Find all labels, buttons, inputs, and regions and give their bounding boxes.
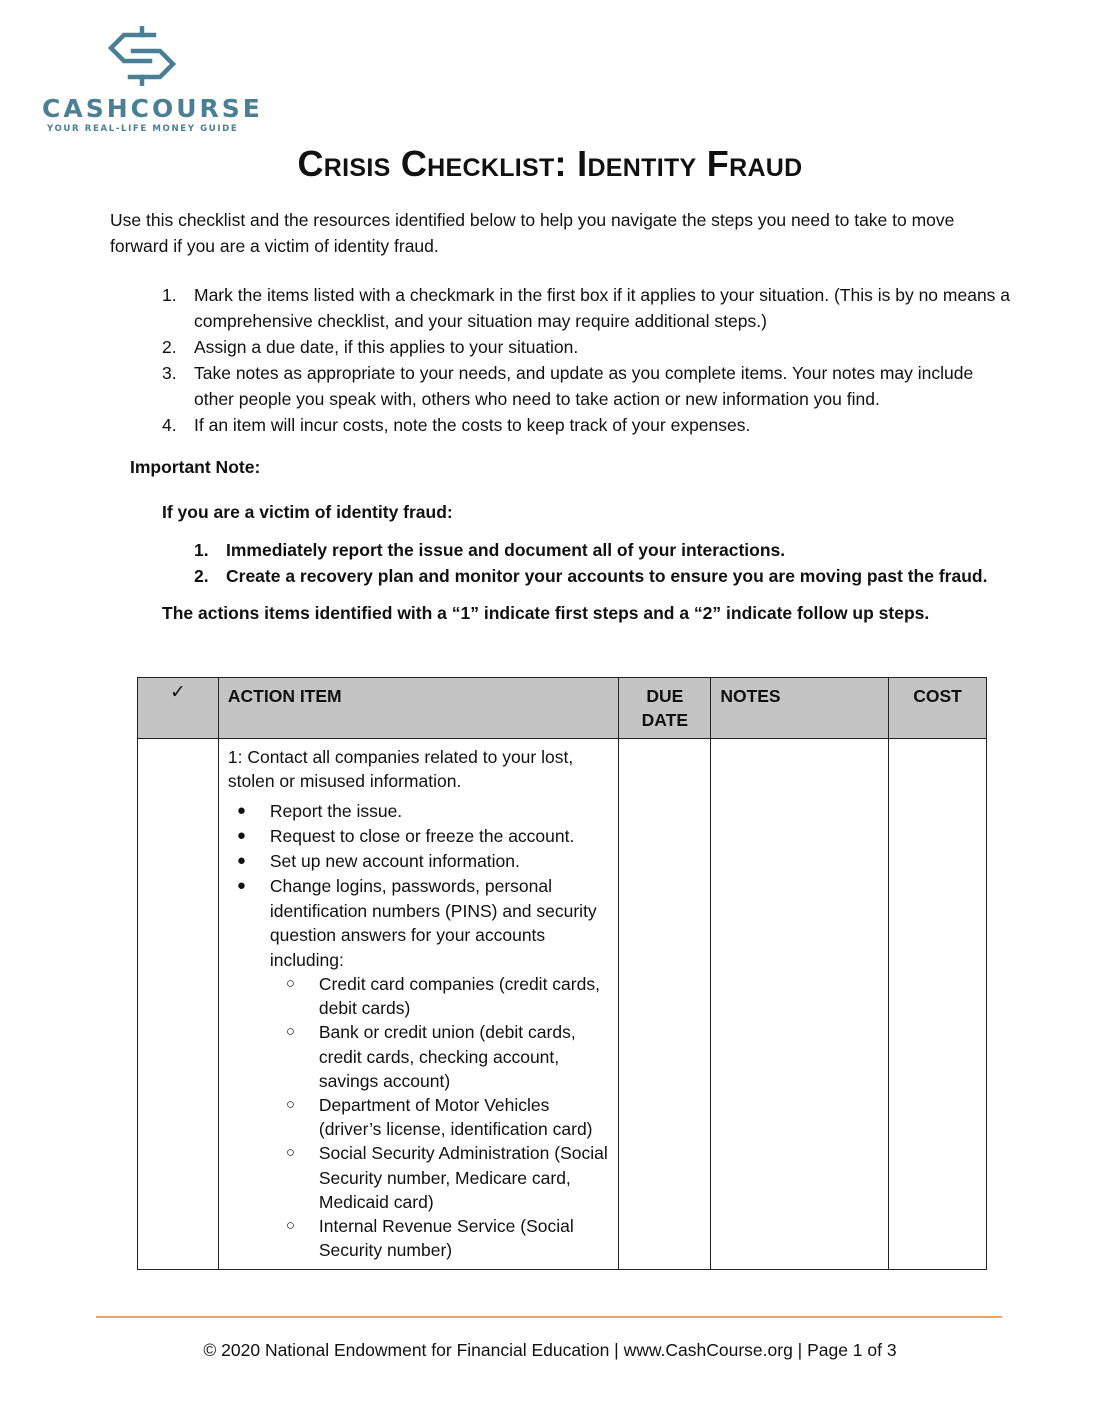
victim-heading: If you are a victim of identity fraud: bbox=[162, 502, 453, 522]
circle-bullet-icon: ○ bbox=[285, 1217, 295, 1235]
due-date-column-header: DUE DATE bbox=[619, 678, 711, 739]
list-item: ● Change logins, passwords, personal identification numbers (PINS) and security question answers for your accounts including: ○ Credit card companies (credit cards, debit cards) ○ Bank or credit union (debit cards, credit cards, checking account, savings account) ○ Department of Motor Vehicles (driver’s license, identification card) ○ Social Security Administration (Social Security number, Medicare card, Medicaid card) ○ Internal Revenue Service (Social Security number) bbox=[228, 874, 610, 1262]
list-text: Take notes as appropriate to your needs, and update as you complete items. Your notes may include other people you speak with, others who need to take action or new information you find. bbox=[194, 363, 974, 409]
list-number: 1. bbox=[194, 540, 209, 560]
victim-steps-list bbox=[162, 537, 987, 589]
checkmark-column-header bbox=[138, 678, 219, 739]
page-footer: © 2020 National Endowment for Financial Education | www.CashCourse.org | Page 1 of 3 bbox=[203, 1340, 897, 1360]
list-item: ○ Social Security Administration (Social Security number, Medicare card, Medicaid card) bbox=[285, 1143, 608, 1212]
bullet-icon: ● bbox=[236, 852, 246, 869]
bullet-icon: ● bbox=[236, 802, 246, 819]
list-item bbox=[110, 282, 1015, 334]
notes-column-header: NOTES bbox=[711, 678, 889, 739]
list-item bbox=[162, 563, 987, 589]
list-text: If an item will incur costs, note the costs to keep track of your expenses. bbox=[194, 415, 751, 435]
list-item: ● Set up new account information. bbox=[228, 849, 610, 874]
brand-name: CASHCOURSE bbox=[42, 94, 263, 123]
action-item-title: 1: Contact all companies related to your lost, stolen or misused information. bbox=[227, 747, 574, 791]
important-note-heading: Important Note: bbox=[130, 457, 261, 477]
page-title: Crisis Checklist: Identity Fraud bbox=[297, 143, 803, 184]
circle-bullet-icon: ○ bbox=[285, 1144, 295, 1162]
list-number: 1. bbox=[162, 285, 177, 305]
list-text: Create a recovery plan and monitor your accounts to ensure you are moving past the fraud. bbox=[226, 566, 988, 586]
list-item: ○ Department of Motor Vehicles (driver’s license, identification card) bbox=[285, 1095, 593, 1140]
circle-bullet-icon: ○ bbox=[285, 1023, 295, 1041]
list-item bbox=[162, 537, 987, 563]
bullet-icon: ● bbox=[236, 827, 246, 844]
instructions-list bbox=[110, 282, 1015, 438]
sub-bullets bbox=[270, 972, 610, 1262]
notes-cell[interactable] bbox=[711, 739, 889, 1270]
table-header-row bbox=[138, 678, 987, 739]
table-row bbox=[138, 739, 987, 1270]
brand-tagline: YOUR REAL-LIFE MONEY GUIDE bbox=[47, 124, 239, 134]
checkbox-cell[interactable] bbox=[138, 739, 219, 1270]
list-text: Mark the items listed with a checkmark in the first box if it applies to your situation. (This is by no means a comprehensive checklist, and your situation may require additional steps.) bbox=[194, 285, 1011, 331]
list-item bbox=[110, 360, 1015, 412]
dollar-chain-icon bbox=[106, 26, 178, 86]
list-item: ● Request to close or freeze the account. bbox=[228, 824, 610, 849]
list-item: ○ Bank or credit union (debit cards, credit cards, checking account, savings account) bbox=[285, 1022, 576, 1091]
checklist-table bbox=[137, 677, 987, 1270]
actions-note: The actions items identified with a “1” indicate first steps and a “2” indicate follow up steps. bbox=[162, 603, 930, 623]
list-number: 4. bbox=[162, 415, 177, 435]
action-bullets bbox=[228, 799, 610, 1262]
list-number: 2. bbox=[194, 566, 209, 586]
list-number: 3. bbox=[162, 363, 177, 383]
due-date-cell[interactable] bbox=[619, 739, 711, 1270]
list-item: ● Report the issue. bbox=[228, 799, 610, 824]
circle-bullet-icon: ○ bbox=[285, 1096, 295, 1114]
list-item bbox=[110, 334, 1015, 360]
intro-paragraph: Use this checklist and the resources identified below to help you navigate the steps you need to take to move forward if you are a victim of identity fraud. bbox=[110, 210, 955, 256]
list-item: ○ Internal Revenue Service (Social Security number) bbox=[285, 1216, 574, 1261]
cost-cell[interactable] bbox=[889, 739, 987, 1270]
list-item bbox=[110, 412, 1015, 438]
footer-divider bbox=[96, 1316, 1002, 1318]
list-text: Assign a due date, if this applies to your situation. bbox=[194, 337, 579, 357]
circle-bullet-icon: ○ bbox=[285, 975, 295, 992]
list-number: 2. bbox=[162, 337, 177, 357]
list-text: Immediately report the issue and document all of your interactions. bbox=[226, 540, 786, 560]
action-item-cell bbox=[218, 739, 619, 1270]
cashcourse-logo[interactable] bbox=[40, 26, 263, 138]
action-item-column-header: ACTION ITEM bbox=[218, 678, 619, 739]
bullet-icon: ● bbox=[236, 877, 246, 894]
cost-column-header: COST bbox=[889, 678, 987, 739]
list-item: ○ Credit card companies (credit cards, debit cards) bbox=[285, 974, 600, 1019]
checkmark-icon: ✓ bbox=[169, 682, 186, 703]
